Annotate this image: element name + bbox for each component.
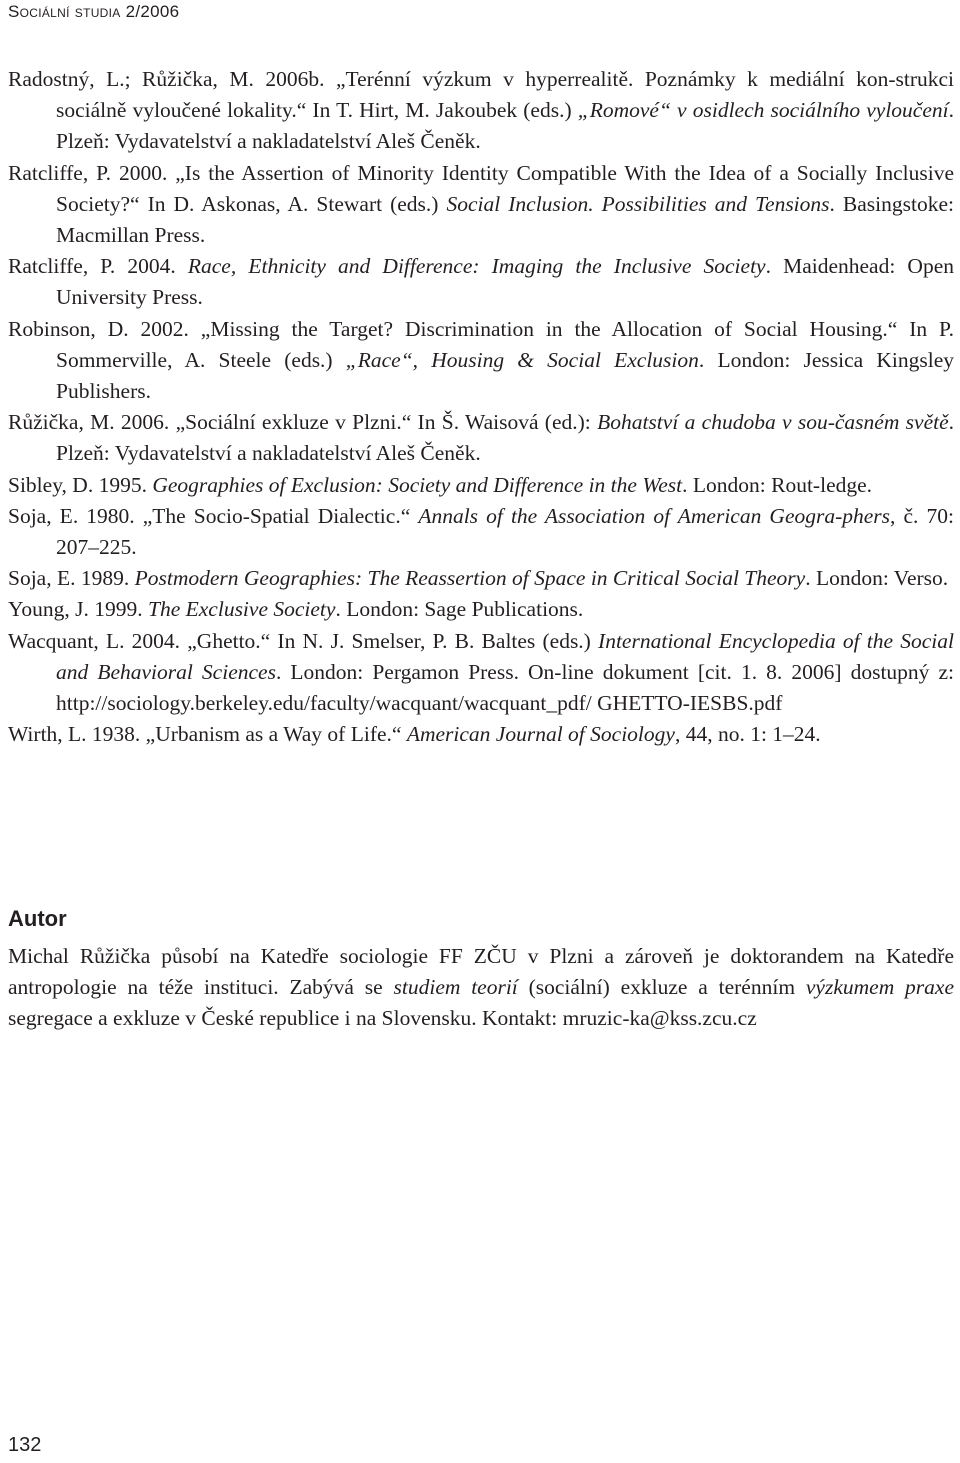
reference-list <box>8 64 954 750</box>
bio-text: segregace a exkluze v České republice i na Slovensku. Kontakt: mruzic-ka@kss.zcu.cz <box>8 1006 757 1031</box>
reference-entry <box>8 594 954 625</box>
reference-text: Soja, E. 1980. „The Socio-Spatial Dialectic.“ <box>8 503 419 528</box>
reference-title: Annals of the Association of American Geogra-phers <box>418 503 891 528</box>
reference-title: Postmodern Geographies: The Reassertion of Space in Critical Social Theory <box>134 566 806 591</box>
reference-entry <box>8 64 954 158</box>
reference-text: . Maidenhead: Open University Press. <box>56 254 955 310</box>
reference-entry <box>8 251 954 313</box>
reference-title: American Journal of Sociology <box>406 722 675 747</box>
reference-text: . Plzeň: Vydavatelství a nakladatelství Aleš Čeněk. <box>56 410 954 466</box>
author-bio <box>8 941 954 1035</box>
reference-text: Růžička, M. 2006. „Sociální exkluze v Plzni.“ In Š. Waisová (ed.): <box>8 410 598 435</box>
reference-text: . London: Verso. <box>805 566 949 591</box>
reference-title: „Race“, Housing & Social Exclusion <box>345 347 699 372</box>
reference-text: Radostný, L.; Růžička, M. 2006b. „Terénní výzkum v hyperrealitě. Poznámky k mediální kon-strukci sociálně vyloučené lokality.“ In T. Hirt, M. Jakoubek (eds.) <box>8 67 954 123</box>
bio-text: (sociální) exkluze a terénním <box>517 975 806 1000</box>
reference-text: Wirth, L. 1938. „Urbanism as a Way of Life.“ <box>8 722 407 747</box>
reference-text: Sibley, D. 1995. <box>8 472 153 497</box>
reference-entry <box>8 158 954 252</box>
reference-text: . London: Pergamon Press. On-line dokument [cit. 1. 8. 2006] dostupný z: http://sociology.berkeley.edu/faculty/wacquant/wacquant_pdf/ GHETTO-IESBS.pdf <box>56 659 955 716</box>
reference-text: . London: Rout-ledge. <box>682 472 873 497</box>
reference-text: Ratcliffe, P. 2000. „Is the Assertion of Minority Identity Compatible With the Idea of a Socially Inclusive Society?“ In D. Askonas, A. Stewart (eds.) <box>8 160 954 216</box>
reference-entry <box>8 314 954 408</box>
reference-entry <box>8 501 954 563</box>
reference-title: The Exclusive Society <box>148 597 336 622</box>
page-number: 132 <box>8 1434 42 1456</box>
bio-text: Michal Růžička působí na Katedře sociologie FF ZČU v Plzni a zároveň je doktorandem na Katedře antropologie na téže instituci. Zabývá se <box>8 944 954 1000</box>
reference-text: Soja, E. 1989. <box>8 566 135 591</box>
reference-text: Young, J. 1999. <box>8 597 148 622</box>
running-head: Sociální studia 2/2006 <box>8 2 180 21</box>
reference-title: Geographies of Exclusion: Society and Difference in the West <box>152 472 683 497</box>
reference-entry <box>8 719 954 750</box>
reference-title: International Encyclopedia of the Social and Behavioral Sciences <box>56 628 955 684</box>
reference-text: . London: Jessica Kingsley Publishers. <box>56 347 955 404</box>
reference-text: Robinson, D. 2002. „Missing the Target? Discrimination in the Allocation of Social Housing.“ In P. Sommerville, A. Steele (eds.) <box>8 316 954 372</box>
reference-text: , č. 70: 207–225. <box>56 503 954 560</box>
reference-text: , 44, no. 1: 1–24. <box>674 722 821 747</box>
author-heading: Autor <box>8 906 67 931</box>
reference-title: „Romové“ v osidlech sociálního vyloučení <box>577 98 949 123</box>
reference-entry <box>8 470 954 501</box>
reference-text: Ratcliffe, P. 2004. <box>8 254 188 279</box>
reference-text: . Basingstoke: Macmillan Press. <box>56 191 955 248</box>
reference-entry <box>8 563 954 594</box>
reference-text: . London: Sage Publications. <box>335 597 584 622</box>
bio-emphasis: výzkumem praxe <box>805 975 954 1000</box>
reference-text: . Plzeň: Vydavatelství a nakladatelství Aleš Čeněk. <box>56 98 954 154</box>
reference-text: Wacquant, L. 2004. „Ghetto.“ In N. J. Smelser, P. B. Baltes (eds.) <box>8 628 599 653</box>
reference-entry <box>8 626 954 720</box>
bio-emphasis: studiem teorií <box>393 975 518 1000</box>
reference-title: Race, Ethnicity and Difference: Imaging the Inclusive Society <box>187 254 766 279</box>
reference-entry <box>8 407 954 469</box>
reference-title: Social Inclusion. Possibilities and Tensions <box>446 191 830 216</box>
reference-title: Bohatství a chudoba v sou-časném světě <box>597 410 949 435</box>
